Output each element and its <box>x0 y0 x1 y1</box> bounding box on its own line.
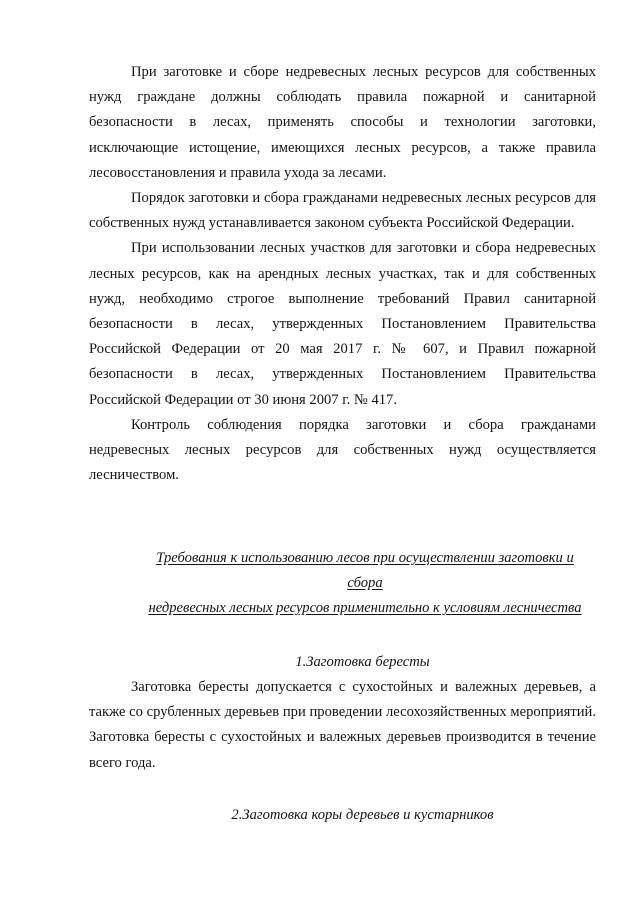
section-heading-line: Требования к использованию лесов при осуществлении заготовки и <box>156 550 574 566</box>
intro-text-block <box>89 60 596 488</box>
section-heading-line: недревесных лесных ресурсов применительно к условиям лесничества <box>148 600 582 617</box>
subsection-text-block <box>89 675 596 776</box>
paragraph: При использовании лесных участков для заготовки и сбора недревесных лесных ресурсов, как на арендных лесных участках, так и для собственных нужд, необходимо строгое выполнение требований Правил санитарной безопасности в лесах, утвержденных Постановлением Правительства Российской Федерации от 20 мая 2017 г. № 607, и Правил пожарной безопасности в лесах, утвержденных Постановлением Правительства Российской Федерации от 30 июня 2007 г. № 417. <box>89 240 596 408</box>
subsection-title-2: 2.Заготовка коры деревьев и кустарников <box>231 807 494 823</box>
subsection-title-1: 1.Заготовка бересты <box>295 654 430 670</box>
paragraph: Заготовка бересты допускается с сухостойных и валежных деревьев, а также со срубленных деревьев при проведении лесохозяйственных мероприятий. Заготовка бересты с сухостойных и валежных деревьев производится в течение всего года. <box>89 679 596 771</box>
paragraph: При заготовке и сборе недревесных лесных ресурсов для собственных нужд граждане должны соблюдать правила пожарной и санитарной безопасности в лесах, применять способы и технологии заготовки, исключающие истощение, имеющихся лесных ресурсов, а также правила лесовосстановления и правила ухода за лесами. <box>89 64 596 181</box>
paragraph: Порядок заготовки и сбора гражданами недревесных лесных ресурсов для собственных нужд устанавливается законом субъекта Российской Федерации. <box>89 190 596 232</box>
section-heading <box>89 546 640 622</box>
section-heading-line: сбора <box>347 575 383 592</box>
paragraph: Контроль соблюдения порядка заготовки и сбора гражданами недревесных лесных ресурсов для собственных нужд осуществляется лесничеством. <box>89 416 596 484</box>
